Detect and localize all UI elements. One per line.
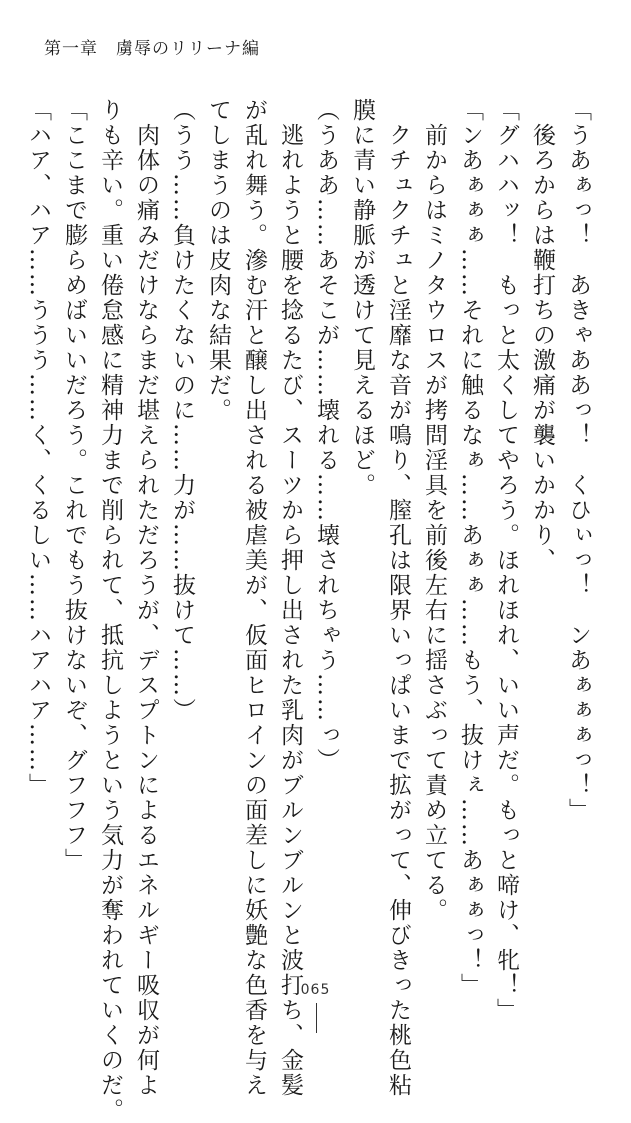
page-number: 065: [300, 982, 331, 998]
text-line: 「グハハッ！ もっと太くしてやろう。ほれほれ、いい声だ。もっと啼け、牝！」: [493, 98, 519, 1023]
text-line: 前からはミノタウロスが拷問淫具を前後左右に揺さぶって責め立てる。: [421, 98, 447, 923]
running-header: 第一章 虜辱のリリーナ編: [44, 39, 260, 59]
text-line: 「うあぁっ！ あきゃああっ！ くひぃっ！ ンあぁぁぁっ！」: [565, 98, 591, 823]
text-line: 「ここまで膨らめばいいだろう。これでもう抜けないぞ、グフフフ」: [61, 98, 87, 873]
text-line: 「ンあぁぁぁ……それに触るなぁ……あぁぁ……もう、抜けぇ……あぁぁっ！」: [457, 98, 483, 998]
page-marker-line: [316, 1003, 317, 1033]
text-line: （うう……負けたくないのに……力が……抜けて……）: [169, 98, 195, 723]
text-line: が乱れ舞う。滲む汗と醸し出される被虐美が、仮面ヒロインの面差しに妖艶な色香を与え: [241, 98, 267, 1098]
text-line: 後ろからは鞭打ちの激痛が襲いかかり、: [529, 98, 555, 573]
text-line: （うああ……あそこが……壊れる……壊されちゃう……っ）: [313, 98, 339, 773]
text-line: 「ハア、ハア……ううう……く、くるしい……ハアハア……」: [25, 98, 51, 798]
text-line: 肉体の痛みだけならまだ堪えられただろうが、デスプトンによるエネルギー吸収が何よ: [133, 98, 159, 1098]
text-line: 逃れようと腰を捻るたび、スーツから押し出された乳肉がブルンブルンと波打ち、金髪: [277, 98, 303, 1098]
text-line: てしまうのは皮肉な結果だ。: [205, 98, 231, 423]
text-line: 膜に青い静脈が透けて見えるほど。: [349, 98, 375, 498]
text-line: クチュクチュと淫靡な音が鳴り、膣孔は限界いっぱいまで拡がって、伸びきった桃色粘: [385, 98, 411, 1098]
text-line: りも辛い。重い倦怠感に精神力まで削られて、抵抗しようという気力が奪われていくのだ。: [97, 98, 123, 1123]
